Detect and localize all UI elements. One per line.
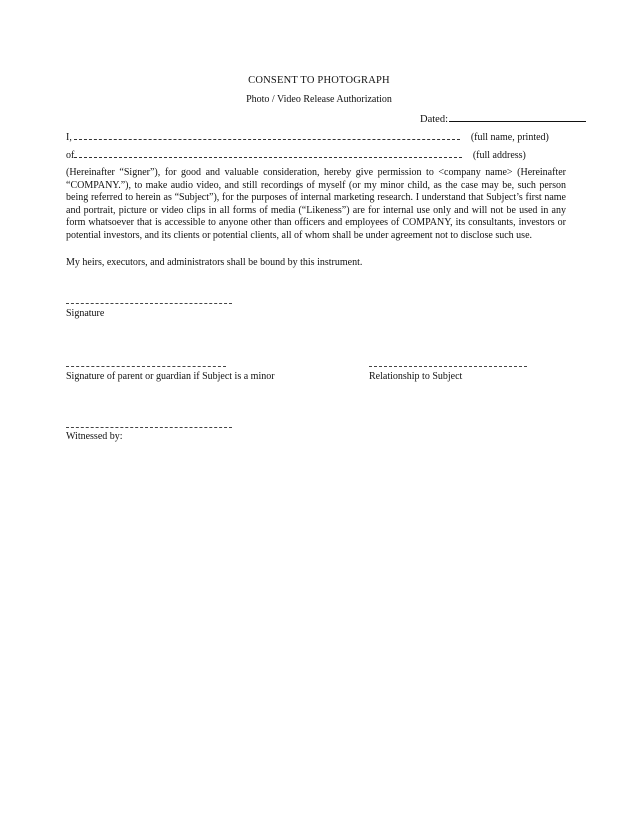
full-name-prefix: I, <box>66 132 72 143</box>
full-address-prefix: of <box>66 150 75 161</box>
witness-line[interactable] <box>66 427 232 428</box>
heirs-paragraph: My heirs, executors, and administrators shall be bound by this instrument. <box>66 257 363 268</box>
consent-paragraph: (Hereinafter “Signer”), for good and valuable consideration, hereby give permission to <company name> (Hereinafter “COMPANY.”), to make audio video, and still recordings of myself (or my minor child, as the case may be, such person being referred to herein as “Subject”), for the purposes of internal marketing research. I understand that Subject’s first name and portrait, picture or video clips in all forms of media (“Likeness”) are for internal use only and will not be used in any form whatsoever that is accessible to anyone other than officers and employees of COMPANY, its consultants, investors or potential investors, and its clients or potential clients, all of whom shall be under agreement not to disclose such use. <box>66 167 566 241</box>
witness-label: Witnessed by: <box>66 431 123 442</box>
signature-label: Signature <box>66 308 105 319</box>
document-title: CONSENT TO PHOTOGRAPH <box>248 75 390 86</box>
guardian-signature-label: Signature of parent or guardian if Subject is a minor <box>66 371 275 382</box>
signature-line[interactable] <box>66 303 232 304</box>
full-name-blank[interactable] <box>74 130 460 140</box>
relationship-line[interactable] <box>369 366 527 367</box>
document-subtitle: Photo / Video Release Authorization <box>246 94 392 105</box>
full-name-hint: (full name, printed) <box>470 132 549 143</box>
full-address-hint: (full address) <box>472 150 526 161</box>
full-name-line[interactable] <box>66 130 549 143</box>
dated-field[interactable] <box>420 111 586 125</box>
full-address-blank[interactable] <box>74 148 462 158</box>
full-address-line[interactable] <box>66 148 526 161</box>
guardian-signature-line[interactable] <box>66 366 226 367</box>
relationship-label: Relationship to Subject <box>369 371 463 382</box>
dated-blank[interactable] <box>449 111 586 122</box>
dated-label: Dated: <box>420 114 448 125</box>
